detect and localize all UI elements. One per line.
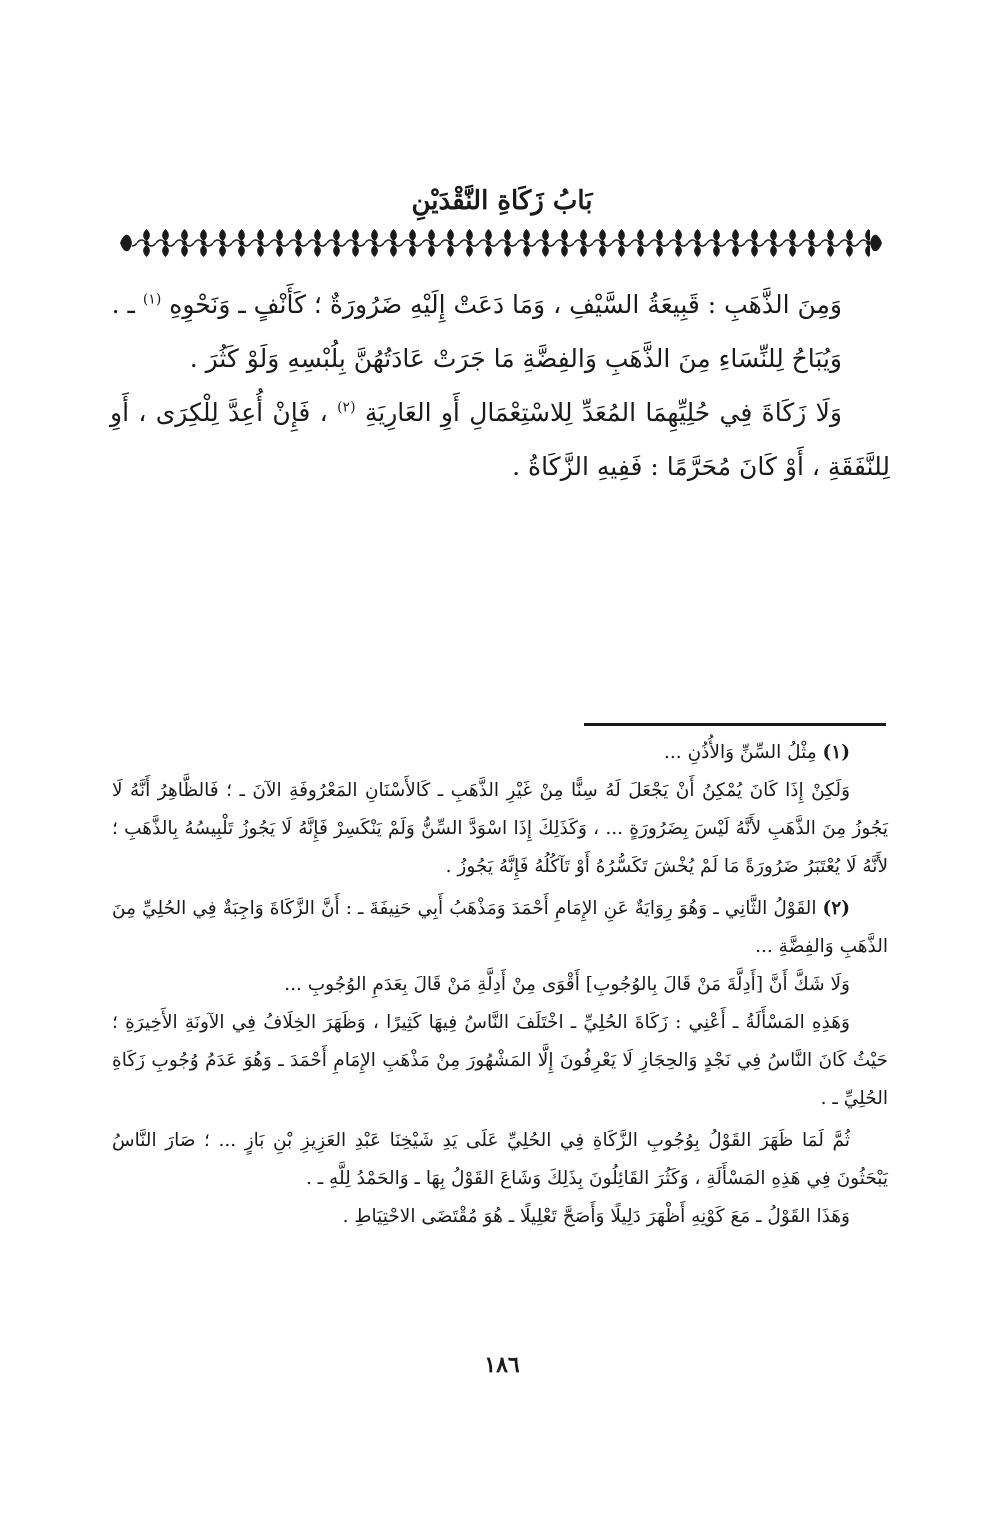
footnote-paragraph: وَلَكِنْ إِذَا كَانَ يُمْكِنُ أَنْ يَجْعَلَ لَهُ سِنًّا مِنْ غَيْرِ الذَّهَبِ ـ كَالأَسْنَانِ المَعْرُوفَةِ الآنَ ـ ؛ فَالظَّاهِرُ أَنَّهُ لَا يَجُوزُ مِنَ الذَّهَبِ لأَنَّهُ لَيْسَ بِضَرُورَةٍ ... ، وَكَذَلِكَ إِذَا اسْوَدَّ السِّنُّ وَلَمْ يَنْكَسِرْ فَإِنَّهُ لَا يَجُوزُ تَلْبِيسُهُ بِالذَّهَبِ ؛ لأَنَّهُ لَا يُعْتَبَرُ ضَرُورَةً مَا لَمْ يُخْشَ تَكَسُّرُهُ أَوْ تَآكُلُهُ فَإِنَّهُ يَجُوزُ . [112, 780, 888, 877]
footnote-ref-2[interactable]: (٢) [337, 399, 356, 416]
ornamental-border-icon [118, 226, 884, 260]
footnote-paragraph: وَلَا شَكَّ أَنَّ [أَدِلَّةَ مَنْ قَالَ بِالوُجُوبِ] أَقْوَى مِنْ أَدِلَّةِ مَنْ قَالَ بِعَدَمِ الوُجُوبِ ... [284, 974, 850, 995]
footnote-2: (٢) القَوْلُ الثَّانِي ـ وَهُوَ رِوَايَةٌ عَنِ الإِمَامِ أَحْمَدَ وَمَذْهَبُ أَبِي حَنِيفَةَ ـ : أَنَّ الزَّكَاةَ وَاجِبَةٌ فِي الحُلِيِّ مِنَ الذَّهَبِ وَالفِضَّةِ ... [112, 898, 888, 957]
page-number: ١٨٦ [484, 1352, 520, 1378]
chapter-title: بَابُ زَكَاةِ النَّقْدَيْنِ [411, 186, 593, 216]
main-paragraph-2: وَيُبَاحُ لِلنِّسَاءِ مِنَ الذَّهَبِ وَالفِضَّةِ مَا جَرَتْ عَادَتُهُنَّ بِلُبْسِهِ وَلَوْ كَثُرَ . [189, 344, 842, 373]
main-text [110, 278, 890, 494]
footnotes [112, 734, 888, 1236]
main-paragraph-3: وَلَا زَكَاةَ فِي حُلِيِّهِمَا المُعَدِّ لِلاسْتِعْمَالِ أَوِ العَارِيَةِ $^{(٢)}$ ، فَإِنْ أُعِدَّ لِلْكِرَى ، أَوِ لِلنَّفَقَةِ ، أَوْ كَانَ مُحَرَّمًا : فَفِيهِ الزَّكَاةُ . [110, 398, 890, 481]
footnote-paragraph: وَهَذِهِ المَسْأَلَةُ ـ أَعْنِي : زَكَاةَ الحُلِيِّ ـ اخْتَلَفَ النَّاسُ فِيهَا كَثِيرًا ، وَظَهَرَ الخِلَافُ فِي الآونَةِ الأَخِيرَةِ ؛ حَيْثُ كَانَ النَّاسُ فِي نَجْدٍ وَالحِجَازِ لَا يَعْرِفُونَ إِلَّا المَشْهُورَ مِنْ مَذْهَبِ الإِمَامِ أَحْمَدَ ـ وَهُوَ عَدَمُ وُجُوبِ زَكَاةِ الحُلِيِّ ـ . [112, 1012, 888, 1109]
footnote-number: (٢) [822, 898, 850, 919]
footnote-paragraph: ثُمَّ لَمَا ظَهَرَ القَوْلُ بِوُجُوبِ الزَّكَاةِ فِي الحُلِيِّ عَلَى يَدِ شَيْخِنَا عَبْدِ العَزِيزِ بْنِ بَازٍ ... ؛ صَارَ النَّاسُ يَبْحَثُونَ فِي هَذِهِ المَسْأَلَةِ ، وَكَثُرَ القَائِلُونَ بِذَلِكَ وَشَاعَ القَوْلُ بِهَا ـ وَالحَمْدُ لِلَّهِ ـ . [112, 1130, 888, 1189]
footnote-1: (١) مِثْلُ السِّنِّ وَالأُذُنِ ... [664, 742, 850, 763]
footnote-divider [584, 723, 886, 726]
main-paragraph-1: وَمِنَ الذَّهَبِ : قَبِيعَةُ السَّيْفِ ، وَمَا دَعَتْ إِلَيْهِ ضَرُورَةٌ ؛ كَأَنْفٍ ـ وَنَحْوِهِ $^{(١)}$ ـ . [111, 290, 842, 319]
footnote-paragraph: وَهَذَا القَوْلُ ـ مَعَ كَوْنِهِ أَظْهَرَ دَلِيلًا وَأَصَحَّ تَعْلِيلًا ـ هُوَ مُقْتَضَى الاحْتِيَاطِ . [342, 1206, 850, 1227]
footnote-number: (١) [822, 742, 850, 763]
footnote-ref-1[interactable]: (١) [142, 291, 162, 308]
